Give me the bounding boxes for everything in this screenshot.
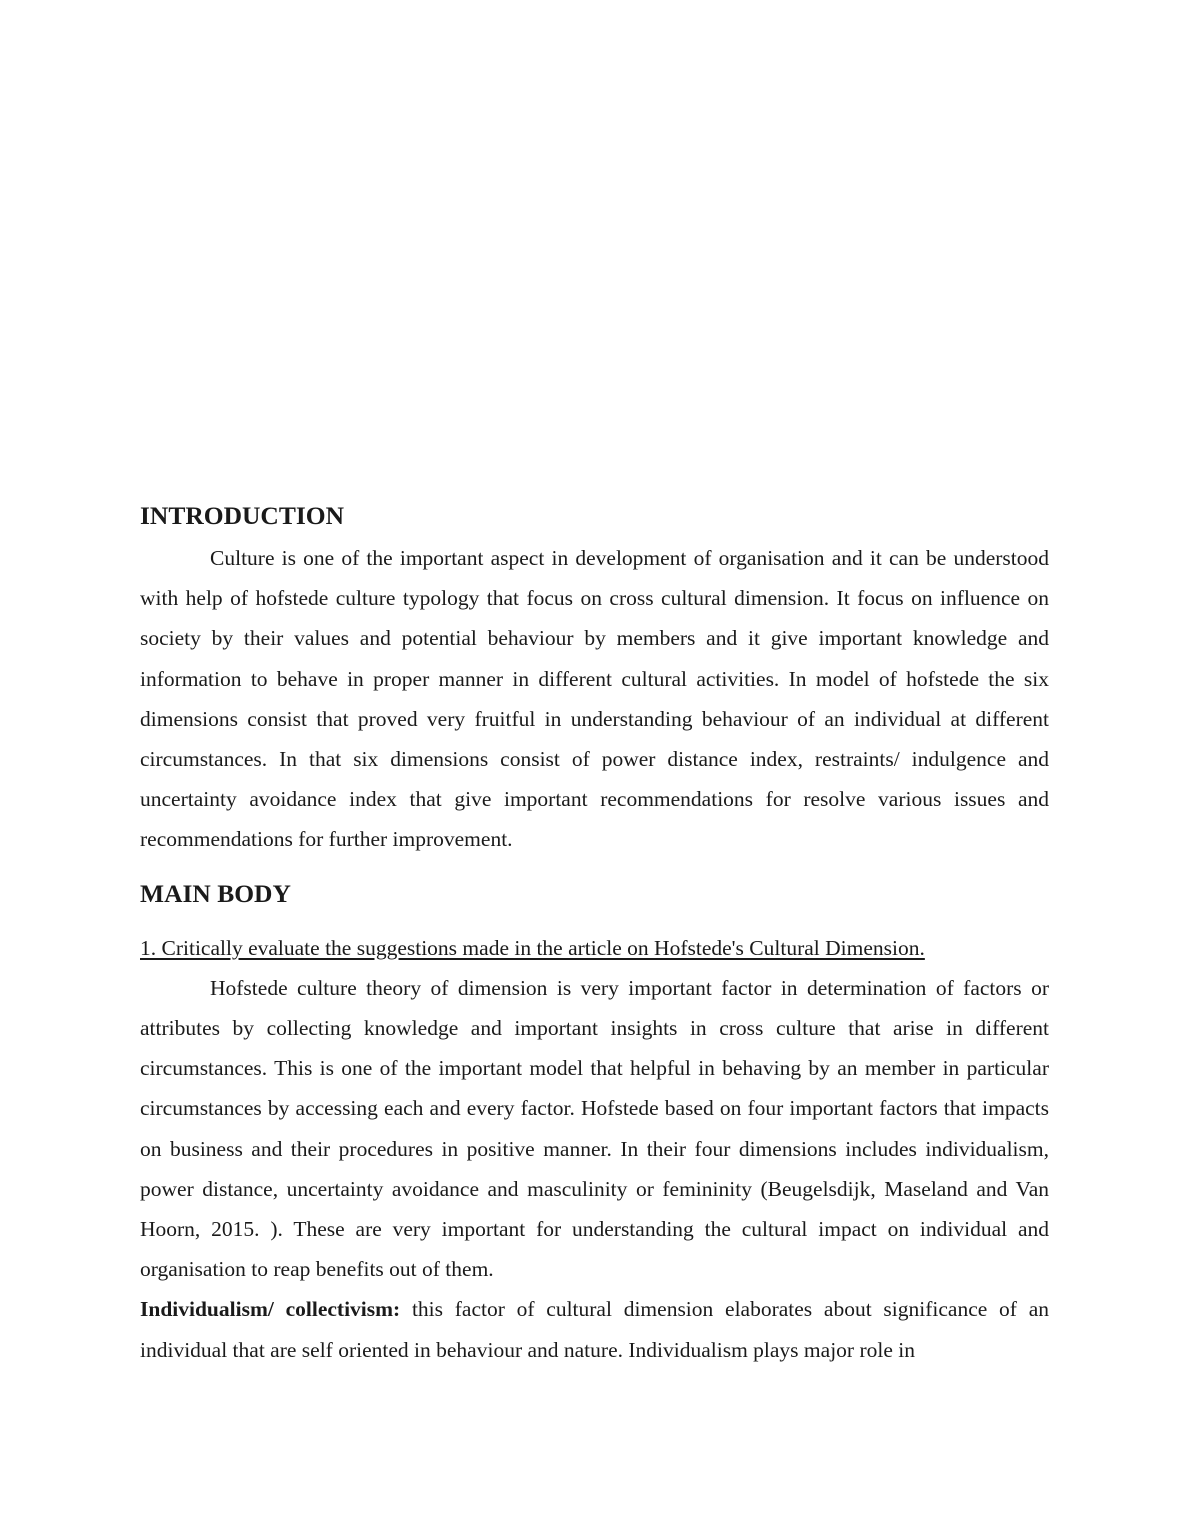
introduction-heading: INTRODUCTION	[140, 501, 345, 530]
document-content	[140, 497, 1049, 1370]
individualism-text: this factor of cultural dimension elaborates about significance of an individual that are self oriented in behaviour and nature. Individualism plays major role in	[140, 1297, 1049, 1362]
question-heading: 1. Critically evaluate the suggestions made in the article on Hofstede's Cultural Dimension.	[140, 935, 925, 960]
main-body-heading: MAIN BODY	[140, 878, 291, 908]
hofstede-paragraph: Hofstede culture theory of dimension is very important factor in determination of factors or attributes by collecting knowledge and important insights in cross culture that arise in different circumstances. This is one of the important model that helpful in behaving by an member in particular circumstances by accessing each and every factor. Hofstede based on four important factors that impacts on business and their procedures in positive manner. In their four dimensions includes individualism, power distance, uncertainty avoidance and masculinity or femininity (Beugelsdijk, Maseland and Van Hoorn, 2015. ). These are very important for understanding the cultural impact on individual and organisation to reap benefits out of them.	[140, 975, 1049, 1282]
introduction-paragraph: Culture is one of the important aspect in development of organisation and it can be understood with help of hofstede culture typology that focus on cross cultural dimension. It focus on influence on society by their values and potential behaviour by members and it give important knowledge and information to behave in proper manner in different cultural activities. In model of hofstede the six dimensions consist that proved very fruitful in understanding behaviour of an individual at different circumstances. In that six dimensions consist of power distance index, restraints/ indulgence and uncertainty avoidance index that give important recommendations for resolve various issues and recommendations for further improvement.	[140, 546, 1049, 852]
individualism-paragraph	[140, 1289, 1049, 1369]
individualism-term: Individualism/ collectivism:	[140, 1297, 401, 1322]
